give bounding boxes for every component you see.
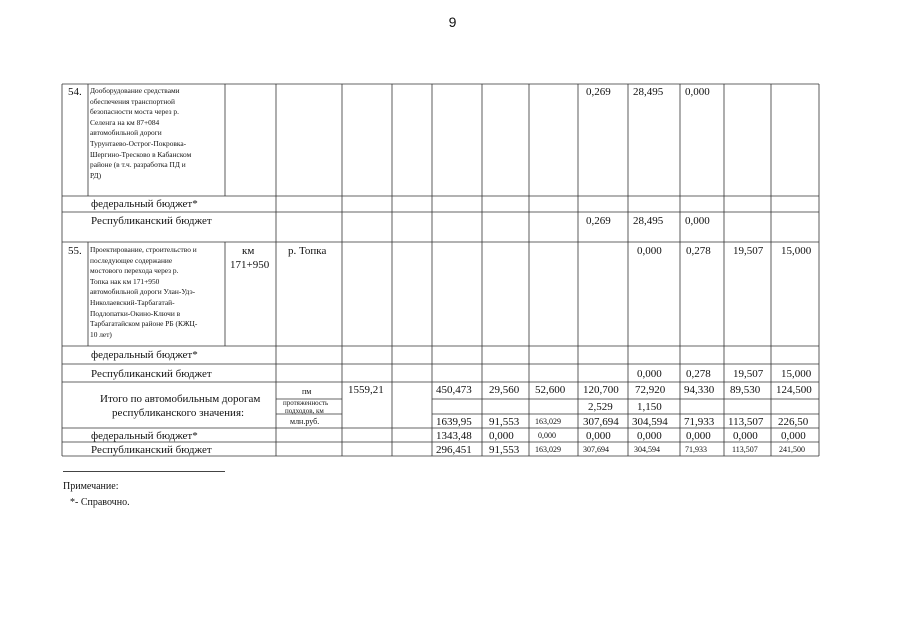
total-republican-value: 296,451 [436, 444, 472, 456]
total-pm-value: 450,473 [436, 384, 472, 396]
total-federal-value: 0,000 [781, 430, 806, 442]
total-money-value: 307,694 [583, 416, 619, 428]
row-54-republican-label: Республиканский бюджет [91, 215, 212, 227]
row-55-republican-value: 15,000 [781, 368, 812, 380]
footnote-divider [63, 471, 225, 472]
total-republican-value: 71,933 [685, 445, 707, 454]
total-republican-value: 113,507 [732, 445, 758, 454]
row-55-value: 15,000 [781, 245, 812, 257]
row-55-value: 0,278 [686, 245, 711, 257]
total-money-value: 91,553 [489, 416, 520, 428]
footnote-text: *- Справочно. [70, 497, 130, 508]
row-54-republican-value: 0,000 [685, 215, 710, 227]
total-pm-value: 52,600 [535, 384, 566, 396]
row-54-value: 0,000 [685, 86, 710, 98]
row-54-number: 54. [68, 86, 82, 98]
row-54-value: 0,269 [586, 86, 611, 98]
row-54-republican-value: 28,495 [633, 215, 664, 227]
row-55-river: р. Топка [288, 245, 327, 257]
row-55-km-value: 171+950 [230, 259, 270, 271]
total-money-value: 163,029 [535, 417, 561, 426]
total-length-value: 1559,21 [348, 384, 384, 396]
total-money-value: 113,507 [728, 416, 764, 428]
total-pm-value: 89,530 [730, 384, 761, 396]
total-unit-length: протяженность [283, 399, 329, 407]
row-55-value: 19,507 [733, 245, 764, 257]
row-55-km-label: км [242, 245, 255, 257]
total-federal-value: 0,000 [733, 430, 758, 442]
row-54-republican-value: 0,269 [586, 215, 611, 227]
row-55-number: 55. [68, 245, 82, 257]
total-federal-value: 0,000 [686, 430, 711, 442]
row-54-federal-label: федеральный бюджет* [91, 198, 198, 210]
total-federal-value: 0,000 [489, 430, 514, 442]
total-km-value: 2,529 [588, 401, 613, 413]
row-55-value: 0,000 [637, 245, 662, 257]
row-54-value: 28,495 [633, 86, 664, 98]
total-label: Итого по автомобильным дорогам [100, 393, 261, 405]
total-km-value: 1,150 [637, 401, 662, 413]
row-55-federal-label: федеральный бюджет* [91, 349, 198, 361]
page-number: 9 [448, 14, 457, 30]
total-pm-value: 94,330 [684, 384, 715, 396]
total-unit-length: подходов, км [285, 407, 324, 415]
total-money-value: 1639,95 [436, 416, 472, 428]
total-federal-value: 0,000 [538, 431, 556, 440]
total-label: республиканского значения: [112, 407, 245, 419]
total-unit-money: млн.руб. [290, 417, 320, 426]
row-55-republican-label: Республиканский бюджет [91, 368, 212, 380]
total-pm-value: 29,560 [489, 384, 520, 396]
total-pm-value: 124,500 [776, 384, 812, 396]
total-pm-value: 120,700 [583, 384, 619, 396]
total-republican-value: 307,694 [583, 445, 609, 454]
total-federal-value: 0,000 [637, 430, 662, 442]
total-money-value: 304,594 [632, 416, 668, 428]
total-pm-value: 72,920 [635, 384, 666, 396]
total-unit-pm: пм [302, 387, 312, 396]
row-55-republican-value: 19,507 [733, 368, 764, 380]
row-55-republican-value: 0,000 [637, 368, 662, 380]
total-republican-value: 241,500 [779, 445, 805, 454]
total-money-value: 226,50 [778, 416, 809, 428]
total-federal-value: 1343,48 [436, 430, 472, 442]
total-republican-label: Республиканский бюджет [91, 444, 212, 456]
footnote-title: Примечание: [63, 481, 119, 492]
row-55-description: Проектирование, строительство и последующее содержание мостового перехода через р. Топка нак км 171+950 автомобильной дороги Улан-Удэ- Николаевский-Тарбагатай- Подлопатки-Окино-Ключи в Тарбагатайском районе РБ (КЖЦ- 10 лет) [90, 245, 198, 339]
total-republican-value: 304,594 [634, 445, 660, 454]
total-federal-value: 0,000 [586, 430, 611, 442]
total-republican-value: 163,029 [535, 445, 561, 454]
row-54-description: Дооборудование средствами обеспечения транспортной безопасности моста через р. Селенга на км 87+084 автомобильной дороги Турунтаево-Острог-Покровка- Шергино-Тресково в Кабанском районе (в т.ч. разработка ПД и РД) [90, 86, 192, 180]
row-55-republican-value: 0,278 [686, 368, 711, 380]
total-republican-value: 91,553 [489, 444, 520, 456]
total-money-value: 71,933 [684, 416, 715, 428]
total-federal-label: федеральный бюджет* [91, 430, 198, 442]
